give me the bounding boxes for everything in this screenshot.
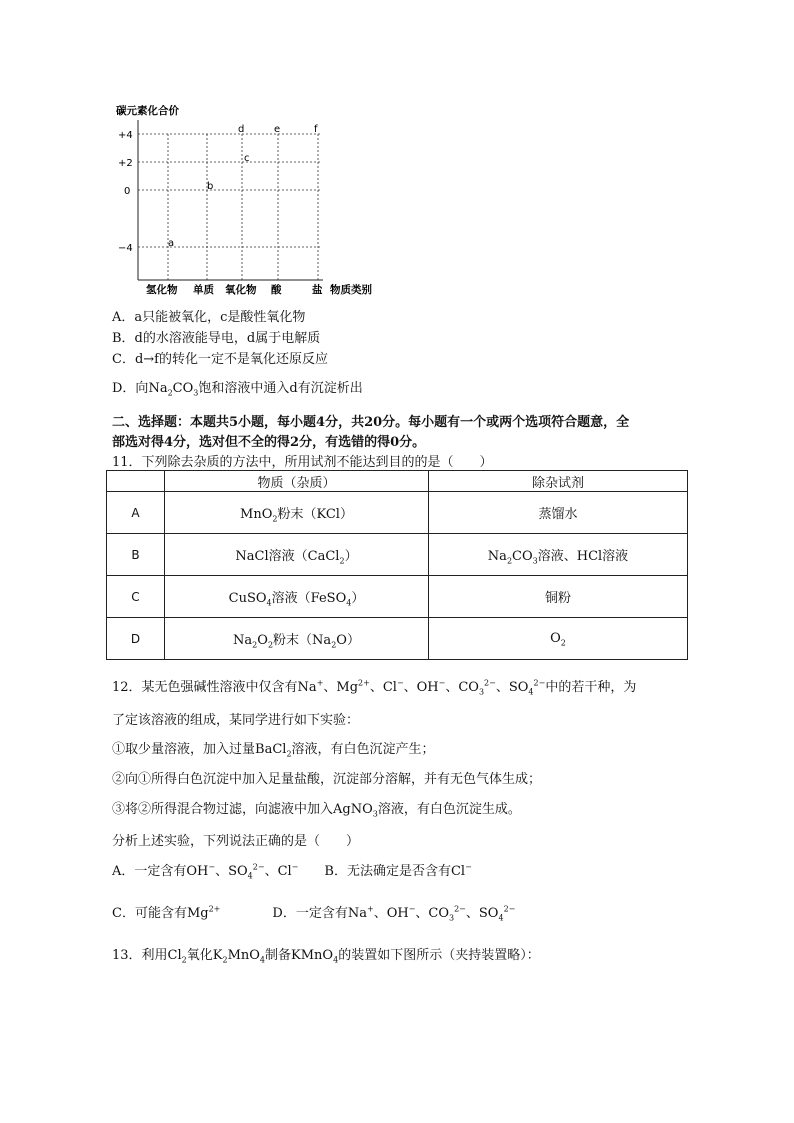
xtick-salt: 盐 (312, 284, 323, 296)
row-label: B (107, 534, 165, 576)
q12-line2: 了定该溶液的组成，某同学进行如下实验： (112, 713, 360, 728)
q12-options-cd: C．可能含有$Mg^{2+}$ D．一定含有Na+、OH−、$CO_3^{2-}$、$SO_4^{2-}$ (112, 904, 516, 923)
row-substance: CuSO$_4$溶液（FeSO$_4$） (165, 576, 429, 618)
point-d: d (238, 124, 245, 135)
row-substance: $Na_2O_2$粉末$(Na_2O)$ (165, 618, 429, 660)
q10-option-c: C．d→f的转化一定不是氧化还原反应 (112, 352, 328, 367)
q10-option-d-pre: D．向 (112, 381, 149, 396)
point-b: b (207, 181, 214, 192)
q12-ask: 分析上述实验，下列说法正确的是（ ） (112, 834, 360, 849)
header-substance: 物质（杂质） (165, 471, 429, 492)
q12-stem: 12．某无色强碱性溶液中仅含有Na+、$Mg^{2+}$、Cl−、OH−、$CO_3^{2-}$、$SO_4^{2-}$中的若干种，为 (112, 678, 637, 697)
row-label: D (107, 618, 165, 660)
section2-line2: 部选对得4分，选对但不全的得2分，有选错的得0分。 (112, 435, 426, 450)
table-row (107, 492, 688, 534)
row-reagent: $Na_2CO_3$溶液、HCl溶液 (429, 534, 688, 576)
chart-xlabel: 物质类别 (330, 284, 372, 296)
row-reagent: 铜粉 (429, 576, 688, 618)
q10-option-d: D．向$Na_2CO_3$饱和溶液中通入d有沉淀析出 (112, 381, 363, 398)
point-c: c (244, 153, 250, 164)
ytick-zero: 0 (124, 186, 131, 197)
row-reagent: 蒸馏水 (429, 492, 688, 534)
row-substance: MnO$_2$粉末（KCl） (165, 492, 429, 534)
xtick-oxide: 氧化物 (225, 284, 257, 296)
table-header-row (107, 471, 688, 492)
header-blank (107, 471, 165, 492)
point-e: e (274, 124, 281, 135)
q12-step2: ②向①所得白色沉淀中加入足量盐酸，沉淀部分溶解，并有无色气体生成； (112, 772, 542, 787)
q10-option-a: A．a只能被氧化，c是酸性氧化物 (112, 310, 306, 325)
xtick-hydride: 氢化物 (146, 284, 178, 296)
q11-stem: 11．下列除去杂质的方法中，所用试剂不能达到目的的是（ ） (112, 455, 493, 470)
row-substance: NaCl溶液（CaCl$_2$） (165, 534, 429, 576)
grid (138, 134, 320, 280)
point-f: f (314, 124, 318, 135)
q12-options-ab: A．一定含有OH−、$SO_4^{2-}$、Cl− B．无法确定是否含有Cl− (112, 862, 472, 881)
section2-line1: 二、选择题：本题共5小题，每小题4分，共20分。每小题有一个或两个选项符合题意，全 (112, 415, 630, 430)
xtick-element: 单质 (193, 284, 214, 296)
row-reagent: $O_2$ (429, 618, 688, 660)
q12-step3: ③将②所得混合物过滤，向滤液中加入AgNO$_3$溶液，有白色沉淀生成。 (112, 802, 521, 819)
q13-stem: 13．利用$Cl_2$氧化$K_2MnO_4$制备KMnO$_4$的装置如下图所示（夹持装置略）： (112, 948, 540, 965)
point-a: a (168, 238, 175, 249)
q10-option-d-post: 饱和溶液中通入d有沉淀析出 (198, 381, 363, 396)
ytick-minus4: −4 (118, 243, 133, 254)
ytick-plus2: +2 (118, 158, 133, 169)
table-row (107, 576, 688, 618)
q12-step1: ①取少量溶液，加入过量BaCl$_2$溶液，有白色沉淀产生； (112, 742, 435, 759)
valence-class-chart (108, 100, 398, 300)
row-label: A (107, 492, 165, 534)
table-row (107, 534, 688, 576)
row-label: C (107, 576, 165, 618)
q11-table (106, 470, 688, 660)
ytick-plus4: +4 (118, 130, 133, 141)
xtick-acid: 酸 (271, 284, 282, 296)
header-reagent: 除杂试剂 (429, 471, 688, 492)
q10-option-b: B．d的水溶液能导电，d属于电解质 (112, 331, 321, 346)
table-row (107, 618, 688, 660)
chart-ylabel: 碳元素化合价 (116, 105, 179, 117)
